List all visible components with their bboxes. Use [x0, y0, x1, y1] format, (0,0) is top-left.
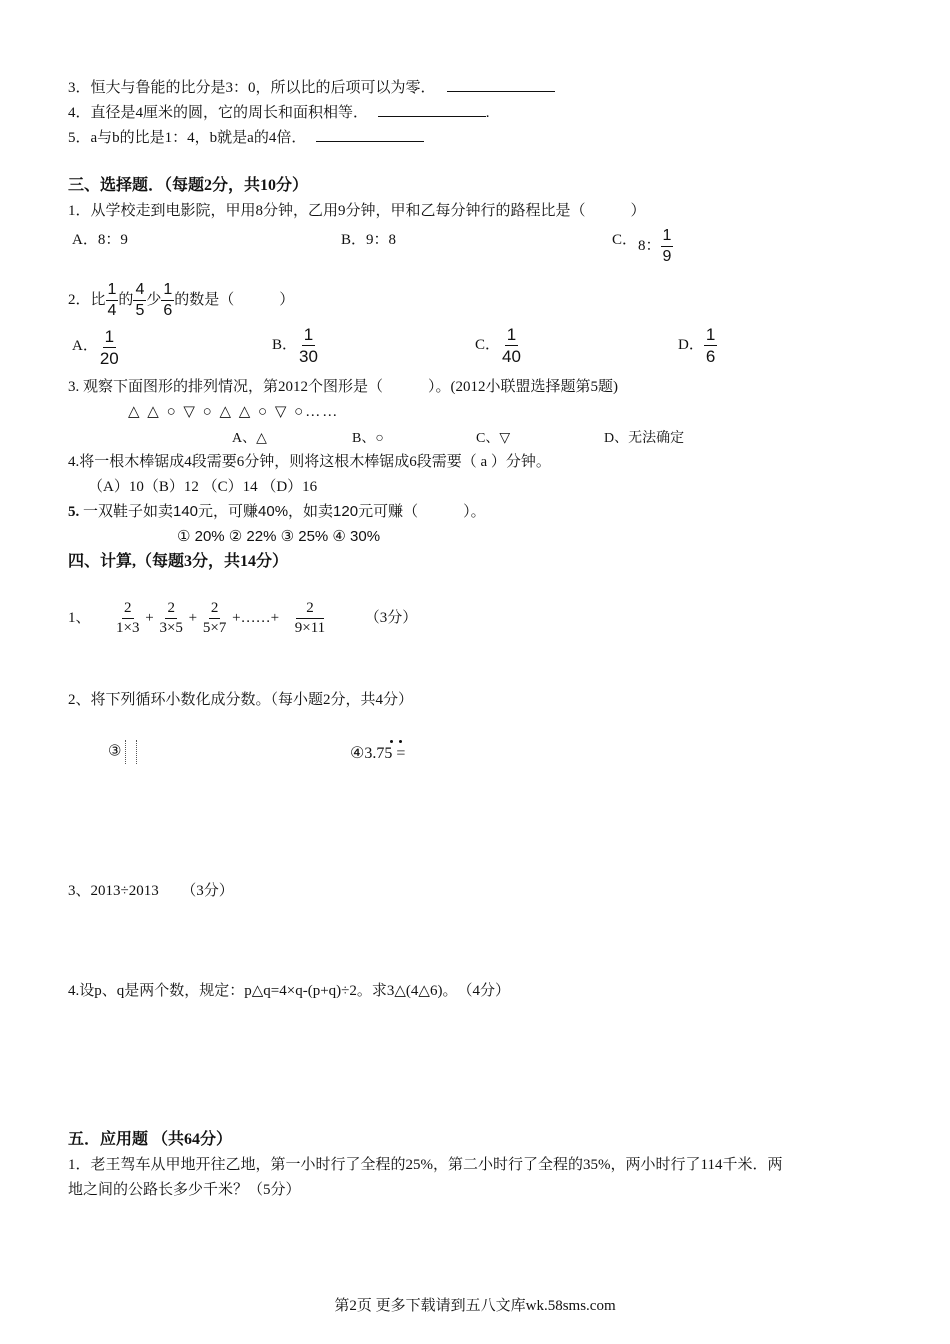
- choice-q2-option-a: [72, 326, 121, 367]
- numerator: 1: [161, 282, 174, 301]
- choice-q2-text: [68, 280, 294, 320]
- numerator: 2: [209, 601, 221, 619]
- option-label: C．: [475, 336, 501, 353]
- answer-blank: [378, 103, 486, 117]
- option-label: D．: [678, 336, 704, 353]
- section4-title: 四、计算,（每题3分，共14分）: [68, 553, 289, 570]
- choice-q1-option-c-value: [638, 228, 673, 265]
- question-number: 1、: [68, 610, 91, 626]
- q2-mid1: 的: [118, 292, 134, 308]
- numerator: 2: [122, 601, 134, 619]
- application-q1-line2: 地之间的公路长多少千米？（5分）: [68, 1182, 301, 1198]
- section5-title: 五．应用题 （共64分）: [68, 1131, 233, 1148]
- choice-q5: [68, 502, 486, 522]
- fraction: [106, 282, 119, 319]
- q2-prefix: 2．比: [68, 292, 106, 308]
- fraction: [201, 601, 228, 636]
- item4-expression: ④3.75 =: [350, 745, 406, 762]
- fraction: [297, 326, 320, 365]
- choice-q3-option-a: A、△: [232, 431, 267, 446]
- option-label: B．: [272, 336, 298, 353]
- score-note: （3分）: [364, 610, 418, 626]
- item-number: ③: [108, 743, 122, 760]
- ellipsis-sum: +……+: [232, 610, 280, 626]
- calc-q3: 3、2013÷2013 （3分）: [68, 883, 234, 899]
- choice-q1-text: 1．从学校走到电影院，甲用8分钟，乙用9分钟，甲和乙每分钟行的路程比是（ ）: [68, 203, 646, 219]
- faded-expression: [125, 740, 137, 764]
- denominator: 1×3: [116, 620, 140, 637]
- numerator: 1: [104, 327, 115, 346]
- fraction: [293, 601, 327, 636]
- choice-q2-option-b: [272, 326, 320, 365]
- judgement-q4: 4．直径是4厘米的圆，它的周长和面积相等． .: [68, 105, 490, 121]
- calc-q1: [68, 596, 417, 640]
- denominator: 9×11: [294, 620, 326, 637]
- denominator: 5: [135, 302, 145, 320]
- choice-q3-text: 3. 观察下面图形的排列情况，第2012个图形是（ ）。(2012小联盟选择题第5题): [68, 379, 618, 395]
- judgement-q5-text: 5．a与b的比是1：4，b就是a的4倍．: [68, 130, 307, 146]
- calc-q2-item3: [108, 740, 137, 764]
- choice-q2-option-d: [678, 326, 717, 365]
- denominator: 3×5: [159, 620, 183, 637]
- choice-q4-text: 4.将一根木棒锯成4段需要6分钟，则将这根木棒锯成6段需要（ a ）分钟。: [68, 454, 551, 470]
- choice-q3-option-d: D、无法确定: [604, 431, 685, 446]
- choice-q3-option-b: B、○: [352, 431, 384, 446]
- fraction: [114, 601, 141, 636]
- answer-blank: [316, 128, 424, 142]
- numerator: 1: [506, 325, 517, 344]
- denominator: 5×7: [202, 620, 227, 637]
- calc-q4: 4.设p、q是两个数，规定：p△q=4×q-(p+q)÷2。求3△(4△6)。 （4分）: [68, 983, 510, 999]
- numerator: 1: [303, 325, 314, 344]
- fraction: [500, 326, 523, 365]
- application-q1-line1: 1．老王驾车从甲地开往乙地，第一小时行了全程的25%，第二小时行了全程的35%，两小时行了114千米．两: [68, 1157, 783, 1173]
- fraction: [161, 282, 174, 319]
- denominator: 20: [99, 349, 119, 368]
- q2-suffix: 的数是（ ）: [174, 292, 295, 308]
- plus-sign: +: [145, 610, 154, 626]
- numerator: 1: [661, 228, 674, 247]
- denominator: 30: [299, 347, 318, 366]
- option-label: C．: [612, 232, 638, 248]
- numerator: 1: [106, 282, 119, 301]
- numerator: 4: [133, 282, 146, 301]
- judgement-q5: [68, 128, 424, 148]
- answer-blank: [447, 78, 555, 92]
- fraction: [661, 228, 674, 265]
- choice-q2-option-c: [475, 326, 523, 365]
- denominator: 6: [705, 347, 716, 366]
- question-number: 5.: [68, 504, 80, 520]
- q2-mid2: 少: [146, 292, 162, 308]
- choice-q3-option-c: C、▽: [476, 431, 511, 446]
- judgement-q3-text: 3．恒大与鲁能的比分是3：0，所以比的后项可以为零．: [68, 80, 436, 96]
- choice-q1-option-c: [612, 228, 637, 249]
- judgement-q4-text: 4．直径是4厘米的圆，它的周长和面积相等．: [68, 105, 369, 121]
- calc-q2-text: 2、将下列循环小数化成分数。（每小题2分，共4分）: [68, 692, 414, 708]
- denominator: 6: [163, 302, 173, 320]
- shape-sequence: △ △ ○ ▽ ○ △ △ ○ ▽ ○……: [128, 404, 340, 420]
- numerator: 1: [705, 325, 716, 344]
- denominator: 40: [502, 347, 521, 366]
- choice-q5-text: 一双鞋子如卖140元，可赚40%，如卖120元可赚（ ）。: [83, 503, 486, 520]
- choice-q1-option-b: B．9：8: [341, 232, 397, 248]
- fraction: [98, 328, 121, 367]
- ratio-prefix: 8：: [638, 237, 661, 254]
- fraction: [133, 282, 146, 319]
- plus-sign: +: [188, 610, 198, 626]
- section3-title: 三、选择题．（每题2分，共10分）: [68, 177, 309, 194]
- fraction: [704, 326, 717, 365]
- repeat-dot: [399, 740, 402, 743]
- calc-q2-item4: [350, 744, 405, 764]
- choice-q4-options: （A）10（B）12 （C）14 （D）16: [88, 479, 318, 495]
- denominator: 4: [107, 302, 117, 320]
- denominator: 9: [662, 248, 672, 265]
- choice-q1-option-a: A．8：9: [72, 232, 128, 248]
- fraction: [157, 601, 184, 636]
- page-footer: 第2页 更多下载请到五八文库wk.58sms.com: [334, 1298, 616, 1314]
- choice-q5-options: ① 20% ② 22% ③ 25% ④ 30%: [177, 528, 381, 545]
- numerator: 2: [165, 601, 177, 619]
- repeat-dot: [390, 740, 393, 743]
- numerator: 2: [296, 601, 324, 619]
- judgement-q3: [68, 78, 555, 98]
- option-label: A．: [72, 337, 98, 354]
